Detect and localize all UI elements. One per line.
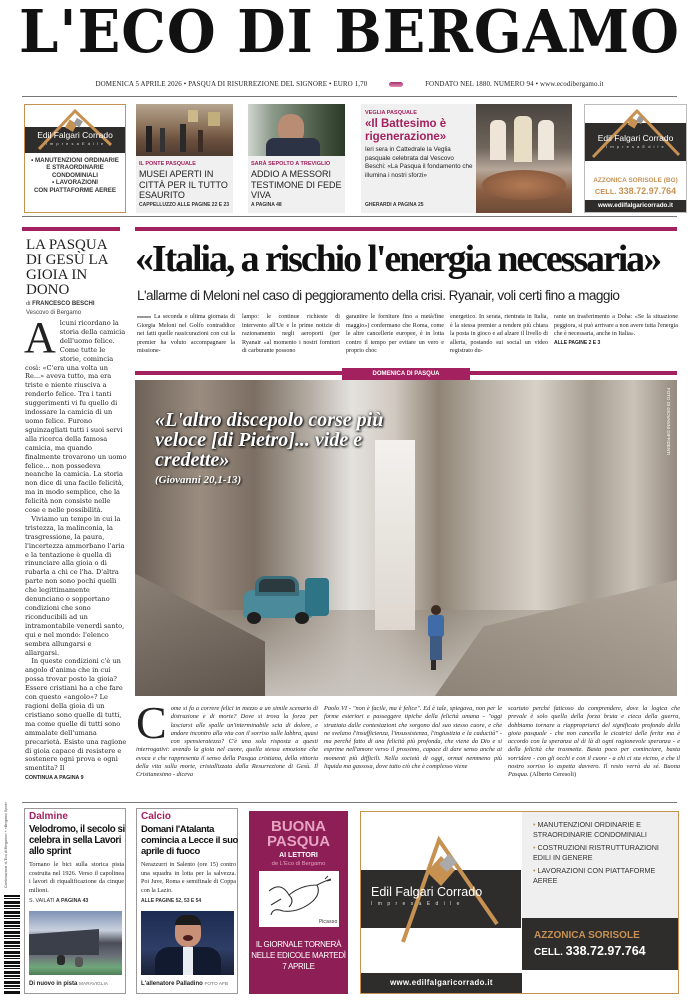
masthead-divider [22, 96, 677, 97]
teaser-headline: «Il Battesimo è rigenerazione» [365, 118, 447, 143]
lead-ref-link[interactable]: ALLE PAGINE 2 E 3 [554, 339, 601, 346]
bottom-teaser-headline: Domani l'Atalanta comincia a Lecce il suo aprile di fuoco [141, 824, 238, 857]
teaser-body: Ieri sera in Cattedrale la Veglia pasquale celebrata dal Vescovo Beschi: «La Pasqua il fondamento che illumina i nostri sforzi» [365, 146, 473, 180]
ad-contact-band [522, 918, 678, 970]
photo-caption: Di nuovo in pista MARAVIGLIA [29, 981, 108, 987]
ad-location: AZZONICA SORISOLE (BG) [593, 177, 678, 184]
dateline-left: DOMENICA 5 APRILE 2026 • PASQUA DI RISURREZIONE DEL SIGNORE • EURO 1,70 [95, 80, 368, 88]
newspaper-logo-icon [389, 82, 403, 87]
lead-headline[interactable]: «Italia, a rischio l'energia necessaria» [135, 238, 660, 280]
price-combination-text: Combinazione «L'Eco di Bergamo» + «Bergamo Sport» [4, 801, 8, 888]
lead-column-1: La seconda e ultima giornata di Giorgia Meloni nel Golfo contraddice nei fatti quelle rassicurazioni con cui la premier ha voluto accompagnare la missione- [137, 314, 235, 354]
ad-location: AZZONICA SORISOLE [534, 930, 640, 941]
teaser-ref: A PAGINA 48 [251, 202, 282, 208]
bottom-teaser-velodromo[interactable] [24, 808, 126, 994]
feature-column-2: Paolo VI - "non è facile, ma è felice". Ed è tale, spiegava, non per le forme esteriori e passeggere tipiche della felicità umana - "oggi straziata dalle contestazioni che sorgono dal suo stesso cuore, e che ne svelano l'insufficienza, l'insussistenza, l'ingiustizia e la caducità" - ma perché fatto di una felicità più profonda, che viene da Dio e si esprime nell'amore verso il prossimo, capace di dare senso anche ai momenti più difficili. Nella società di oggi, ormai nemmeno più liquida ma gassosa, dove tutto ciò che è complesso viene [324, 705, 502, 771]
ad-company-name: Edil Falgari Corrado [597, 133, 674, 143]
veglia-photo [476, 104, 572, 213]
lead-accent-bar [135, 227, 677, 231]
bottom-teaser-body: Nerazzurri in Salento (ore 15) contro una squadra in lotta per la salvezza. Poi Juve, Roma e semifinale di Coppa con la Lazio. [141, 862, 236, 894]
feature-quote: «L'altro discepolo corse più veloce [di Pietro]... vide e credette» [155, 409, 384, 471]
teaser-ref: GHERARDI A PAGINA 25 [365, 202, 424, 208]
editorial-accent-bar [22, 227, 120, 231]
teaser-battesimo[interactable] [361, 104, 476, 213]
ad-phone: CELL. 338.72.97.764 [534, 944, 646, 958]
editorial-title: LA PASQUA DI GESÙ LA GIOIA IN DONO [26, 237, 108, 298]
feature-dropcap: C [136, 697, 167, 748]
bottom-teaser-body: Tornano le bici sulla storica pista costruita nel 1926. Verso il capolinea i lavori di riqualificazione da cinque milioni. [29, 861, 124, 894]
top-section-divider [22, 216, 677, 217]
editorial-dropcap: A [24, 313, 56, 362]
feature-column-1: C ome si fa a correre felici in mezzo a un simile scenario di distruzione e di morte? Dove si trova la forza per lasciarsi alle spalle un'interminabile scia di dolore, e andare incontro alla vita con il sorriso sulle labbra, quasi con spensieratezza? C'è una sola risposta a questi interrogativi: avendo la gioia nel cuore, quella stessa emozione che evoca e che rappresenta il senso della Pasqua cristiana, della vittoria della vita sulla morte, cristallizzata dalla Resurrezione di Gesù. Il Cristianesimo - diceva [136, 697, 318, 779]
child-running-shape [424, 605, 448, 675]
greeting-subtitle: AI LETTORI [279, 852, 318, 859]
editorial-author-role: Vescovo di Bergamo [26, 310, 82, 316]
teaser-messori[interactable] [248, 104, 345, 213]
easter-greeting-box [249, 811, 348, 994]
ad-services: • MANUTENZIONI ORDINARIE E STRAORDINARIE CONDOMINIALI • LAVORAZIONI CON PIATTAFORME AEREE [31, 157, 119, 194]
photo-credit: FOTO DI GIOVANNI DIFFIDENTI [666, 388, 671, 456]
museum-photo [136, 104, 233, 156]
bottom-ad[interactable] [360, 811, 679, 994]
lead-column-2: lampo: le continue richieste di intervento all'Ue e le prime notizie di razionamento negli aeroporti (per Ryanair «al momento i nostri fornitori di carburante possono [242, 314, 340, 354]
editorial-body: A lcuni ricordano la storia della camicia dell'uomo felice. Come tutte le storie, comincia così: «C'era una volta un Re...» aveva tutto, ma era triste e niente riusciva a renderlo felice. Tra i tanti suggerimenti vi fu quello di indossare la camicia di un uomo felice. Furono sguinzagliati tutti i suoi servi alla ricerca della famosa camicia, ma quando finalmente trovarono un uomo felice... non possedeva neanche la camicia. La storia non dice di una facile felicità, ma in modo semplice, che la felicità non consiste nelle cose e nelle possibilità. Viviamo un tempo in cui la tristezza, la malinconia, la trasgressione, la paura, l'incertezza ammorbano l'aria e la tentazione è quella di rinunciare alla gioia o di rubarla a chi ce l'ha. D'altra parte non sono pochi quelli che legittimamente denunciano o sopportano condizioni che sono riconducibili ad un intramontabile venerdì santo, qui e nel mondo: l'elenco sembra allungarsi e allargarsi. In queste condizioni c'è un angolo d'anima che in cui possa trovar posto la gioia? Essere cristiani ha a che fare con questo «angolo»? Le ragioni della gioia di un cristiano sono quelle di tutti, ma come quelle di tutti sono ammalate dell'umana precarietà. Esiste una ragione di gioia capace di resistere e sostenere ogni prova e ogni smentita? Il CONTINUA A PAGINA 9 [24, 313, 127, 782]
ad-services: • MANUTENZIONI ORDINARIE E STRAORDINARIE CONDOMINIALI • COSTRUZIONI RISTRUTTURAZIONI EDILI IN GENERE • LAVORAZIONI CON PIATTAFORME AEREE [533, 820, 659, 885]
greeting-notice: IL GIORNALE TORNERÀ NELLE EDICOLE MARTEDÌ 7 APRILE [251, 940, 346, 971]
teaser-musei[interactable] [136, 104, 233, 213]
ad-subtitle: I m p r e s a E d i l e [606, 144, 665, 149]
velodromo-photo [29, 911, 122, 975]
ad-company-name: Edil Falgari Corrado [37, 130, 113, 140]
greeting-title: BUONA PASQUA [266, 818, 331, 850]
bottom-teaser-ref: S. VAILATI A PAGINA 43 [29, 898, 89, 904]
masthead-title: L'ECO DI BERGAMO [19, 0, 680, 67]
dateline [0, 80, 699, 88]
feature-column-3: scartato perché faticoso da comprendere, dove la logica che prevale è solo quella della forza bruta e cieca della guerra, dobbiamo tornare a riappropriarci del significato profondo della gioia pasquale - che non cancella le cicatrici delle ferite ma è accordo con la speranza al di là di ogni ragionevole speranza - e della felicità che trasmette. Basta poco per cominciare, basta sorridere - con gli occhi e con il cuore - a chi ci sta vicino, e che il nostro sorriso lo aspetta davvero. Il resto verrà da sé. Buona Pasqua. (Alberto Ceresoli) [508, 705, 680, 779]
ad-subtitle: I m p r e s a E d i l e [45, 141, 105, 146]
ad-company-name: Edil Falgari Corrado [371, 885, 483, 899]
top-left-ad[interactable] [24, 104, 126, 213]
ad-website[interactable]: www.edilfalgaricorrado.it [361, 973, 522, 993]
teaser-kicker: VEGLIA PASQUALE [365, 110, 417, 116]
top-right-ad[interactable] [584, 104, 687, 213]
greeting-from: de L'Eco di Bergamo [271, 861, 326, 867]
feature-author: (Alberto Ceresoli) [530, 771, 577, 779]
feature-quote-source: (Giovanni 20,1-13) [155, 474, 242, 486]
teaser-kicker: IL PONTE PASQUALE [139, 161, 196, 167]
peace-dove-icon [259, 871, 339, 927]
teaser-kicker: SARÀ SEPOLTO A TREVIGLIO [251, 161, 331, 167]
teaser-ref: CAPPELLUZZO ALLE PAGINE 22 E 23 [139, 202, 230, 208]
ad-phone: CELL. 338.72.97.764 [594, 186, 677, 196]
ad-website[interactable]: www.edilfalgaricorrado.it [585, 200, 686, 212]
messori-photo [248, 104, 345, 156]
dateline-right: FONDATO NEL 1880. NUMERO 94 • www.ecodibergamo.it [425, 80, 604, 88]
feature-photo [135, 380, 677, 696]
barcode [4, 895, 20, 995]
bottom-teaser-kicker: Dalmine [29, 811, 68, 822]
editorial-continue-link[interactable]: CONTINUA A PAGINA 9 [25, 775, 84, 782]
bottom-teaser-headline: Velodromo, il secolo si celebra in sella Lavori allo sprint [29, 824, 125, 857]
bottom-teaser-ref: ALLE PAGINE 52, 53 E 54 [141, 898, 202, 904]
feature-section-label: DOMENICA DI PASQUA [342, 368, 470, 380]
lead-subheadline: L'allarme di Meloni nel caso di peggioramento della crisi. Ryanair, voli certi fino a maggio [137, 288, 620, 303]
bottom-teaser-atalanta[interactable] [136, 808, 238, 994]
teaser-headline: ADDIO A MESSORI TESTIMONE DI FEDE VIVA [251, 169, 342, 200]
lead-column-5: rante un trasferimento a Doha: «Se la situazione peggiora, si può arrivare a non avere tutta l'energia che è necessaria, anche in Italia». ALLE PAGINE 2 E 3 [554, 314, 678, 346]
bottom-teaser-kicker: Calcio [141, 811, 172, 822]
svg-text:Picasso: Picasso [319, 919, 338, 925]
ad-subtitle: I m p r e s a E d i l e [371, 901, 462, 907]
lead-column-3: garantire le forniture fino a metà/fine maggio») confermano che Roma, come le altre cancellerie europee, è in lotta contro il tempo per evitare un vero e proprio choc [346, 314, 444, 354]
bottom-section-divider [22, 802, 677, 803]
car-shape [243, 570, 331, 625]
editorial-byline: di FRANCESCO BESCHI [26, 301, 95, 307]
palladino-photo [141, 911, 234, 975]
lead-column-4: energetico. In serata, rientrata in Italia, è la stessa premier a rendere più chiara la posta in gioco e ad alzare il livello di allerta, postando sui social un video registrato du- [450, 314, 548, 354]
teaser-headline: MUSEI APERTI IN CITTÀ PER IL TUTTO ESAURITO [139, 169, 228, 200]
photo-caption: L'allenatore Palladino FOTO AFB [141, 981, 229, 987]
